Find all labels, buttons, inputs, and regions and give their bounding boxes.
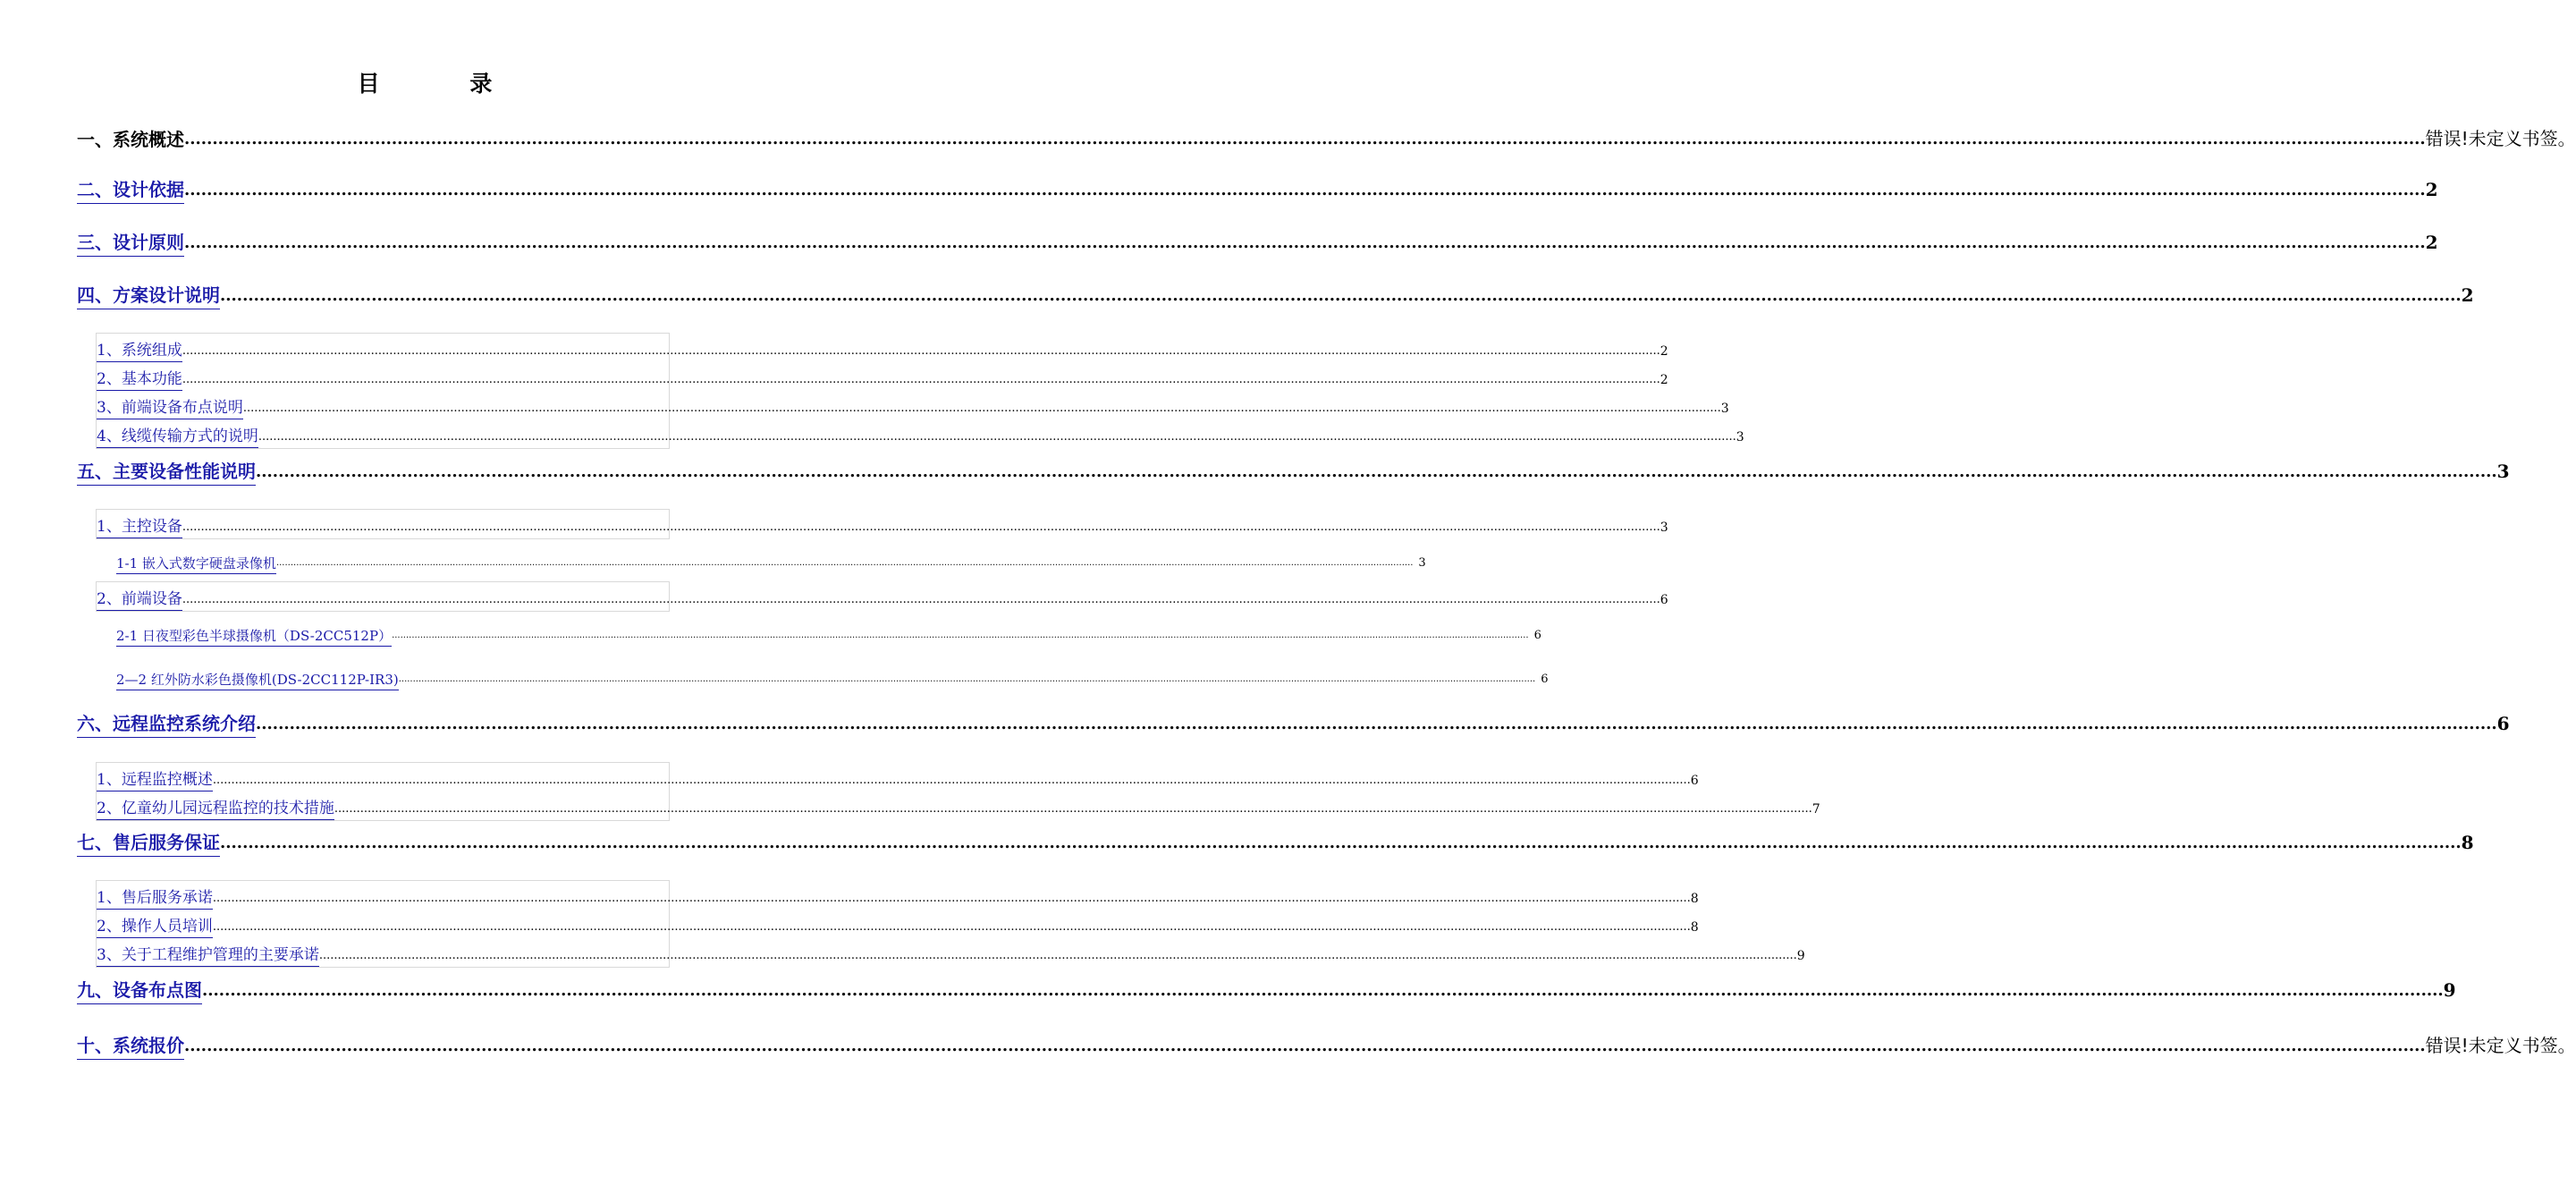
toc-leader-dots: ................................................................................................................................................................................................................................................................................................................................................................................................................: [182, 373, 1660, 386]
toc-entry-label: 六、远程监控系统介绍: [77, 712, 256, 738]
toc-subsection-box: [96, 880, 1805, 968]
toc-leader-dots: ................................................................................................................................................................................................................................................................................................................................................................................................................: [256, 462, 2497, 481]
toc-entry-equipment-performance[interactable]: [77, 460, 2510, 486]
toc-subsubentry-label: 1-1 嵌入式数字硬盘录像机: [116, 554, 276, 574]
toc-leader-dots: ................................................................................................................................................................................................................................................................................................................................................................................................................: [184, 233, 2426, 252]
toc-entry-equipment-layout[interactable]: [77, 978, 2456, 1004]
toc-subentry-label: 1、售后服务承诺: [97, 888, 213, 910]
toc-subentry-label: 4、线缆传输方式的说明: [97, 427, 258, 448]
toc-subentry-page: 8: [1690, 892, 1699, 906]
toc-entry-page: 错误!未定义书签。: [2425, 128, 2576, 149]
toc-entry-label: 十、系统报价: [77, 1034, 184, 1060]
page-title: 目 录: [357, 71, 534, 97]
toc-entry-page: 9: [2443, 979, 2456, 1001]
toc-entry-design-basis[interactable]: [77, 178, 2438, 204]
toc-leader-dots: ................................................................................................................................................................................................................................................................................................................................................................................................................: [184, 181, 2426, 199]
toc-subentry[interactable]: [97, 763, 1699, 791]
toc-subentry-label: 2、前端设备: [97, 589, 182, 611]
toc-leader-dots: ................................................................................................................................................................................................................................................................................................................................................................................................................: [220, 286, 2462, 305]
toc-entry-system-overview[interactable]: [77, 124, 2576, 153]
toc-subentry[interactable]: [97, 362, 1668, 391]
toc-leader-dots: ................................................................................................................................................................................................................................................................................................................................................................................................................: [398, 674, 1536, 684]
toc-subentry-label: 1、系统组成: [97, 341, 182, 362]
toc-subentry-page: 2: [1660, 373, 1668, 387]
toc-subsection-group: [96, 617, 1549, 690]
toc-leader-dots: ................................................................................................................................................................................................................................................................................................................................................................................................................: [212, 774, 1691, 787]
toc-subsubentry-page: 6: [1541, 673, 1549, 686]
toc-subentry-label: 3、关于工程维护管理的主要承诺: [97, 945, 319, 967]
toc-subentry-page: 2: [1660, 344, 1668, 359]
toc-entry-page: 2: [2425, 232, 2438, 253]
toc-subentry-label: 3、前端设备布点说明: [97, 398, 243, 419]
toc-subentry-page: 3: [1660, 521, 1668, 535]
toc-subentry-label: 2、操作人员培训: [97, 917, 213, 938]
toc-leader-dots: ................................................................................................................................................................................................................................................................................................................................................................................................................: [258, 430, 1736, 444]
toc-subsubentry-page: 3: [1418, 556, 1426, 570]
toc-leader-dots: ................................................................................................................................................................................................................................................................................................................................................................................................................: [182, 593, 1660, 606]
toc-entry-label: 三、设计原则: [77, 231, 184, 257]
toc-subentry-label: 2、亿童幼儿园远程监控的技术措施: [97, 799, 334, 820]
toc-subentry[interactable]: [97, 582, 1668, 611]
toc-leader-dots: ................................................................................................................................................................................................................................................................................................................................................................................................................: [318, 949, 1797, 962]
toc-entry-after-sales[interactable]: [77, 831, 2474, 857]
toc-subsubentry[interactable]: [116, 618, 1541, 647]
toc-leader-dots: ................................................................................................................................................................................................................................................................................................................................................................................................................: [202, 981, 2444, 1000]
toc-leader-dots: ................................................................................................................................................................................................................................................................................................................................................................................................................: [242, 402, 1721, 415]
toc-entry-label: 一、系统概述: [77, 129, 184, 150]
toc-subentry[interactable]: [97, 881, 1699, 910]
toc-entry-remote-monitoring[interactable]: [77, 712, 2510, 738]
toc-subentry-page: 3: [1736, 430, 1744, 444]
toc-leader-dots: ................................................................................................................................................................................................................................................................................................................................................................................................................: [256, 715, 2497, 733]
toc-entry-design-principles[interactable]: [77, 231, 2438, 257]
toc-entry-page: 2: [2461, 284, 2474, 306]
toc-subentry[interactable]: [97, 391, 1729, 419]
toc-subentry[interactable]: [97, 910, 1699, 938]
toc-entry-page: 6: [2496, 713, 2510, 734]
toc-subsection-box: [96, 333, 1744, 449]
toc-entry-scheme-design[interactable]: [77, 284, 2474, 309]
toc-subsubentry-label: 2-1 日夜型彩色半球摄像机（DS-2CC512P）: [116, 627, 392, 647]
toc-subentry[interactable]: [97, 938, 1805, 967]
toc-entry-page: 3: [2496, 461, 2510, 482]
toc-leader-dots: ................................................................................................................................................................................................................................................................................................................................................................................................................: [184, 130, 2426, 148]
toc-entry-label: 七、售后服务保证: [77, 831, 220, 857]
toc-subsection-box: [96, 581, 1668, 612]
toc-subsection-box: [96, 509, 1668, 539]
toc-subentry-label: 1、主控设备: [97, 517, 182, 538]
toc-subentry-page: 7: [1812, 802, 1820, 817]
toc-subsubentry[interactable]: [116, 546, 1426, 574]
toc-subentry[interactable]: [97, 510, 1668, 538]
toc-leader-dots: ................................................................................................................................................................................................................................................................................................................................................................................................................: [392, 631, 1529, 640]
toc-subentry-page: 9: [1796, 949, 1805, 963]
toc-subentry-page: 6: [1690, 774, 1699, 788]
toc-subentry-page: 6: [1660, 593, 1668, 607]
toc-leader-dots: ................................................................................................................................................................................................................................................................................................................................................................................................................: [182, 344, 1660, 358]
toc-leader-dots: ................................................................................................................................................................................................................................................................................................................................................................................................................: [212, 892, 1691, 905]
toc-entry-system-quote[interactable]: [77, 1031, 2576, 1060]
toc-subsection-group: [96, 545, 1426, 575]
toc-subentry-page: 8: [1690, 920, 1699, 935]
toc-leader-dots: ................................................................................................................................................................................................................................................................................................................................................................................................................: [212, 920, 1691, 934]
toc-subsubentry[interactable]: [116, 662, 1549, 690]
toc-subentry[interactable]: [97, 334, 1668, 362]
toc-entry-page: 2: [2425, 179, 2438, 200]
toc-leader-dots: ................................................................................................................................................................................................................................................................................................................................................................................................................: [334, 802, 1812, 816]
toc-entry-label: 四、方案设计说明: [77, 284, 220, 309]
toc-subsubentry-page: 6: [1533, 629, 1541, 642]
toc-subentry-label: 1、远程监控概述: [97, 770, 213, 791]
toc-subentry-page: 3: [1720, 402, 1729, 416]
toc-entry-page: 错误!未定义书签。: [2425, 1035, 2576, 1056]
toc-subsection-box: [96, 762, 1820, 821]
toc-leader-dots: ................................................................................................................................................................................................................................................................................................................................................................................................................: [275, 558, 1414, 568]
toc-leader-dots: ................................................................................................................................................................................................................................................................................................................................................................................................................: [182, 521, 1660, 534]
toc-entry-page: 8: [2461, 832, 2474, 853]
toc-entry-label: 九、设备布点图: [77, 978, 202, 1004]
toc-subentry-label: 2、基本功能: [97, 369, 182, 391]
toc-leader-dots: ................................................................................................................................................................................................................................................................................................................................................................................................................: [184, 1037, 2426, 1055]
toc-subentry[interactable]: [97, 419, 1744, 448]
toc-entry-label: 五、主要设备性能说明: [77, 460, 256, 486]
toc-entry-label: 二、设计依据: [77, 178, 184, 204]
toc-leader-dots: ................................................................................................................................................................................................................................................................................................................................................................................................................: [220, 834, 2462, 852]
toc-subentry[interactable]: [97, 791, 1820, 820]
toc-subsubentry-label: 2—2 红外防水彩色摄像机(DS-2CC112P-IR3): [116, 671, 399, 690]
